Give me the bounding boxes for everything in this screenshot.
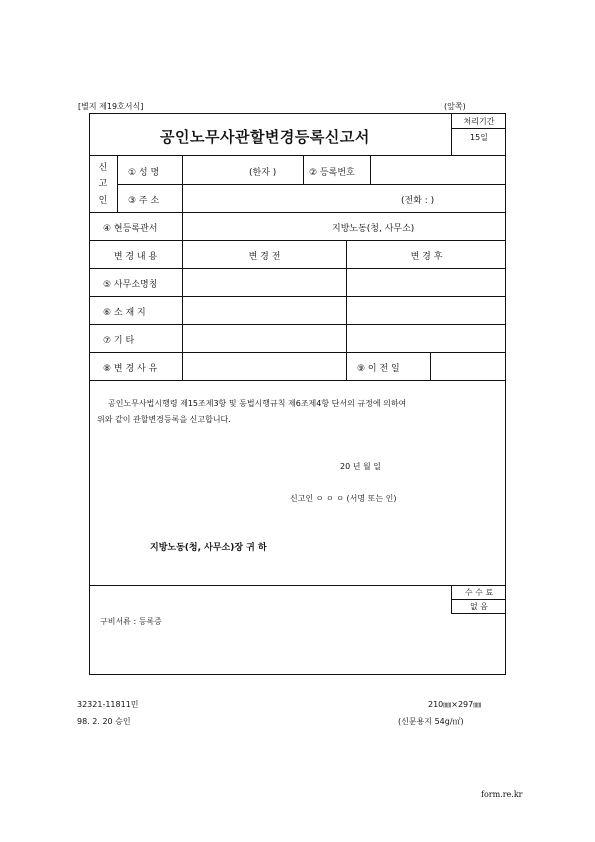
page-side-label: (앞쪽)	[444, 102, 466, 111]
after-change-label: 변 경 후	[410, 252, 443, 262]
form-code: 32321-11811민	[77, 700, 139, 709]
registration-number-field[interactable]	[371, 156, 505, 183]
transfer-date-label: ⑨ 이 전 일	[357, 364, 400, 374]
declaration-date: 20 년 월 일	[340, 462, 381, 471]
hanja-label: (한자 )	[249, 168, 277, 178]
fee-value: 없 음	[470, 602, 488, 611]
recipient-line: 지방노동(청, 사무소)장 귀 하	[150, 543, 267, 553]
processing-period-value: 15일	[470, 133, 488, 142]
declaration-line-2: 위와 같이 관할변경등록을 신고합니다.	[97, 415, 231, 424]
form-title: 공인노무사관할변경등록신고서	[160, 128, 370, 146]
site-watermark: form.re.kr	[481, 790, 523, 799]
required-documents: 구비서류 : 등록증	[100, 617, 162, 626]
other-before-field[interactable]	[183, 325, 345, 351]
location-after-field[interactable]	[347, 297, 505, 323]
declaration-signer: 신고인 ㅇ ㅇ ㅇ (서명 또는 인)	[290, 494, 397, 503]
approval-date: 98. 2. 20 승인	[77, 717, 131, 726]
current-office-value: 지방노동(청, 사무소)	[332, 224, 415, 234]
paper-size: 210㎜×297㎜	[428, 700, 482, 709]
address-label: ③ 주 소	[128, 196, 160, 206]
location-label: ⑥ 소 재 지	[103, 308, 146, 318]
office-name-after-field[interactable]	[347, 269, 505, 295]
location-before-field[interactable]	[183, 297, 345, 323]
before-change-label: 변 경 전	[248, 252, 281, 262]
applicant-group-label-2: 고	[98, 179, 108, 189]
registration-number-label: ② 등록번호	[309, 168, 355, 178]
name-field[interactable]	[183, 156, 243, 183]
address-field[interactable]	[183, 185, 398, 211]
other-label: ⑦ 기 타	[103, 336, 135, 346]
office-name-before-field[interactable]	[183, 269, 345, 295]
other-after-field[interactable]	[347, 325, 505, 351]
current-office-label: ④ 현등록관서	[103, 224, 158, 234]
form-number: [별지 제19호서식]	[78, 102, 144, 111]
applicant-group-label-1: 신	[98, 163, 108, 173]
office-name-label: ⑤ 사무소명칭	[103, 280, 158, 290]
change-reason-field[interactable]	[183, 353, 345, 379]
declaration-line-1: 공인노무사법시행령 제15조제3항 및 동법시행규칙 제6조제4항 단서의 규정에 의하여	[108, 399, 407, 408]
change-reason-label: ⑧ 변 경 사 유	[103, 364, 158, 374]
change-content-label: 변 경 내 용	[113, 252, 158, 262]
phone-label: (전화 : )	[401, 196, 435, 206]
paper-type: (신문용지 54g/㎡)	[398, 717, 464, 726]
transfer-date-field[interactable]	[431, 353, 505, 379]
name-label: ① 성 명	[128, 168, 160, 178]
applicant-group-label-3: 인	[98, 196, 108, 206]
fee-label: 수 수 료	[464, 588, 494, 597]
processing-period-label: 처리기간	[463, 117, 495, 126]
